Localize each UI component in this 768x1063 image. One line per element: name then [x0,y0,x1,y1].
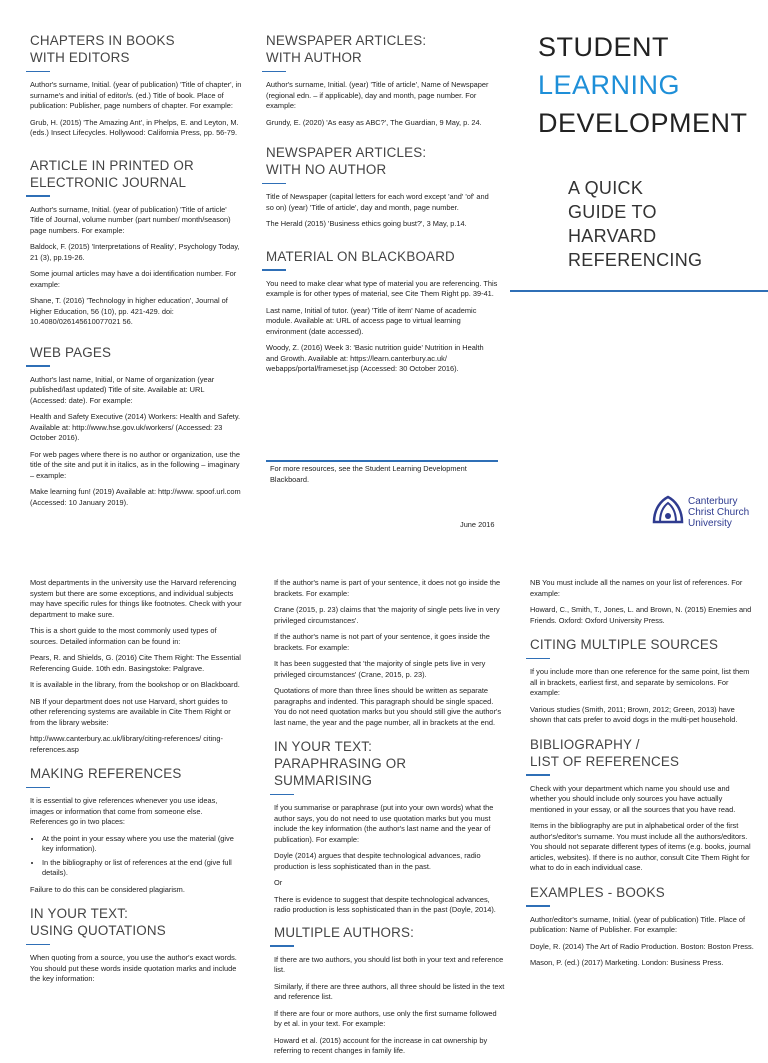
column-5 [274,578,506,1063]
heading-examples-books: EXAMPLES - BOOKS [530,884,754,907]
text-doi-note: Some journal articles may have a doi identification number. For example: [30,269,237,289]
text-three-authors: Similarly, if there are three authors, all three should be listed in the text and reference list. [274,981,505,1001]
text-books-example-2: Mason, P. (ed.) (2017) Marketing. London: Business Press. [530,958,724,967]
logo-emblem-icon [650,494,686,528]
text-author-not-in-sentence: If the author's name is not part of your sentence, it goes inside the brackets. For example: [274,632,490,652]
text-author-in-sentence-example: Crane (2015, p. 23) claims that 'the majority of single pets live in very privileged circumstances'. [274,605,500,625]
text-newspaper-format: Author's surname, Initial. (year) 'Title of article', Name of Newspaper (regional edn. – if applicable), day and month, page number. For example: [266,80,489,110]
column-2 [266,32,498,381]
text-paraphrasing-example-2: There is evidence to suggest that despite technological advances, radio production is less sophisticated than in the past (Doyle, 2014). [274,894,496,914]
logo-text-line3: University [688,518,732,529]
logo-text-line1: Canterbury [688,496,738,507]
cover-title-learning: LEARNING [538,70,681,100]
text-paraphrasing: If you summarise or paraphrase (put into your own words) what the author says, you do not need to use quotation marks but you must include the key information (the author's last name and the year of publication). For example: [274,803,494,844]
heading-journal-article: ARTICLE IN PRINTED OR ELECTRONIC JOURNAL [30,157,242,197]
cover-title-student: STUDENT [538,32,669,62]
text-et-al-example: Howard et al. (2015) account for the increase in cat ownership by referring to recent changes in family life. [274,1035,488,1055]
text-availability: It is available in the library, from the bookshop or on Blackboard. [30,680,240,689]
text-cite-them-right: Pears, R. and Shields, G. (2016) Cite Them Right: The Essential Referencing Guide. 10th edn. Basingstoke: Palgrave. [30,653,241,673]
divider-resources [266,460,498,462]
text-library-url: http://www.canterbury.ac.uk/library/citing-references/ citing-references.asp [30,734,223,754]
text-or: Or [274,878,283,887]
text-long-quotations: Quotations of more than three lines should be written as separate paragraphs and indented. This paragraph should be single spaced. You do not need quotation marks but you should still give the author's last name, the year and the page number, all in brackets at the end. [274,686,502,727]
text-making-references: It is essential to give references whenever you use ideas, images or information that come from someone else. References go in two places: [30,796,218,826]
text-date: June 2016 [460,520,495,529]
text-bibliography-order: Items in the bibliography are put in alphabetical order of the first author's/editor's surname. You must include all the authors/editors. You should not separate different types of items (e.g. books, journal articles, websites). If there is no author, consult Cite Them Right for what to do in each individual case. [530,821,751,872]
heading-newspaper-no-author: NEWSPAPER ARTICLES: WITH NO AUTHOR [266,144,498,184]
text-chapters-example: Grub, H. (2015) 'The Amazing Ant', in Phelps, E. and Leyton, M. (eds.) Insect Lifecycles. Hollywood: California Press, pp. 56-79. [30,117,239,137]
cover-title-development: DEVELOPMENT [538,108,748,138]
text-four-authors: If there are four or more authors, use only the first surname followed by et al. in your text. For example: [274,1008,497,1028]
text-multiple-sources: If you include more than one reference for the same point, list them all in brackets, earliest first, and separate by semicolons. For example: [530,667,750,697]
text-web-example: Health and Safety Executive (2014) Workers: Health and Safety. Available at: http://www.hse.gov.uk/workers/ (Accessed: 23 October 2016). [30,412,241,442]
text-plagiarism: Failure to do this can be considered plagiarism. [30,884,185,894]
heading-bibliography: BIBLIOGRAPHY / LIST OF REFERENCES [530,736,754,776]
text-web-format: Author's last name, Initial, or Name of organization (year published/last updated) Title of site. Available at: URL (Accessed: date). For example: [30,374,215,405]
text-two-authors: If there are two authors, you should list both in your text and reference list. [274,954,504,974]
text-newspaper-no-author-format: Title of Newspaper (capital letters for each word except 'and' 'of' and so on) (year) 'Title of article', day and month, page number. [266,192,489,212]
text-more-resources: For more resources, see the Student Learning Development Blackboard. [270,464,467,484]
text-bibliography-check: Check with your department which name you should use and whether you should include only sources you have actually mentioned in your essay, or all the sources that you have read. [530,783,736,814]
text-nb-all-names: NB You must include all the names on your list of references. For example: [530,578,743,598]
text-multiple-sources-example: Various studies (Smith, 2011; Brown, 2012; Green, 2013) have shown that cats prefer to avoid dogs in the multi-pet household. [530,704,738,724]
heading-using-quotations: IN YOUR TEXT: USING QUOTATIONS [30,905,242,945]
text-newspaper-no-author-example: The Herald (2015) 'Business ethics going bust?', 3 May, p.14. [266,219,467,228]
reference-places-list [30,834,242,879]
heading-web-pages: WEB PAGES [30,344,242,367]
column-4 [30,578,242,991]
heading-newspaper-with-author: NEWSPAPER ARTICLES: WITH AUTHOR [266,32,498,72]
text-paraphrasing-example-1: Doyle (2014) argues that despite technological advances, radio production is less sophisticated than in the past. [274,851,481,871]
text-web-no-author: For web pages where there is no author or organization, use the title of the site and put it in italics, as in the following – imaginary – example: [30,449,240,480]
university-logo [650,494,760,530]
text-books-example-1: Doyle, R. (2014) The Art of Radio Production. Boston: Boston Press. [530,941,754,951]
cover-subtitle: A QUICK GUIDE TO HARVARD REFERENCING [568,178,703,270]
list-item: • In the bibliography or list of references at the end (give full details). [42,858,242,879]
text-web-no-author-example: Make learning fun! (2019) Available at: http://www. spoof.url.com (Accessed: 10 January 2019). [30,487,241,507]
text-chapters-format: Author's surname, Initial. (year of publication) 'Title of chapter', in surname's and initial of editor/s. (ed.) Title of book. Place of publication: Publisher, page numbers of chapter. For example: [30,80,242,110]
heading-multiple-authors: MULTIPLE AUTHORS: [274,924,506,947]
list-item: • At the point in your essay where you use the material (give key information). [42,834,242,855]
column-6 [530,578,754,975]
text-journal-format: Author's surname, Initial. (year of publication) 'Title of article' Title of Journal, volume number (part number/ month/season) page numbers. For example: [30,204,231,235]
text-quotations: When quoting from a source, you use the author's exact words. You should put these words inside quotation marks and include the key information: [30,953,237,983]
text-other-systems: NB If your department does not use Harvard, short guides to other referencing systems are available in Cite Them Right or from the library website: [30,696,231,727]
column-1 [30,32,242,514]
heading-blackboard: MATERIAL ON BLACKBOARD [266,248,498,271]
text-newspaper-example: Grundy, E. (2020) 'As easy as ABC?', The Guardian, 9 May, p. 24. [266,117,482,127]
cover-panel [538,30,758,141]
heading-making-references: MAKING REFERENCES [30,765,242,788]
text-multiple-authors-example: Howard, C., Smith, T., Jones, L. and Brown, N. (2015) Enemies and Friends. Oxford: Oxford University Press. [530,605,752,625]
text-author-in-sentence: If the author's name is part of your sentence, it does not go inside the brackets. For example: [274,578,501,598]
text-intro: Most departments in the university use the Harvard referencing system but there are some exceptions, and individual subjects may have specific rules for things like footnotes. Check with your department to make sure. [30,578,242,619]
logo-text-line2: Christ Church [688,507,750,518]
heading-paraphrasing: IN YOUR TEXT: PARAPHRASING OR SUMMARISING [274,738,506,795]
text-books-format: Author/editor's surname, Initial. (year of publication) Title. Place of publication: Name of Publisher. For example: [530,914,746,934]
heading-citing-multiple-sources: CITING MULTIPLE SOURCES [530,636,754,659]
text-blackboard-intro: You need to make clear what type of material you are referencing. This example is for other types of material, see Cite Them Right pp. 39-41. [266,278,498,298]
cover-divider [510,290,768,292]
text-blackboard-format: Last name, Initial of tutor. (year) 'Title of item' Name of academic module. Available at: URL of access page to virtual learning environment (date accessed). [266,305,477,336]
text-journal-example: Baldock, F. (2015) 'Interpretations of Reality', Psychology Today, 21 (3), pp.19-26. [30,242,240,262]
text-author-not-in-sentence-example: It has been suggested that 'the majority of single pets live in very privileged circumstances' (Crane, 2015, p. 23). [274,659,486,679]
heading-chapters-in-books: CHAPTERS IN BOOKS WITH EDITORS [30,32,242,72]
text-doi-example: Shane, T. (2016) 'Technology in higher education', Journal of Higher Education, 56 (10), pp. 421-429. doi: 10.4080/026145610077021 56. [30,296,228,326]
text-blackboard-example: Woody, Z. (2016) Week 3: 'Basic nutrition guide' Nutrition in Health and Growth. Available at: https://learn.canterbury.ac.uk/ webapps/portal/frameset.jsp (Accessed: 30 October 2016). [266,343,484,373]
text-short-guide: This is a short guide to the most commonly used types of sources. Detailed information can be found in: [30,626,217,646]
